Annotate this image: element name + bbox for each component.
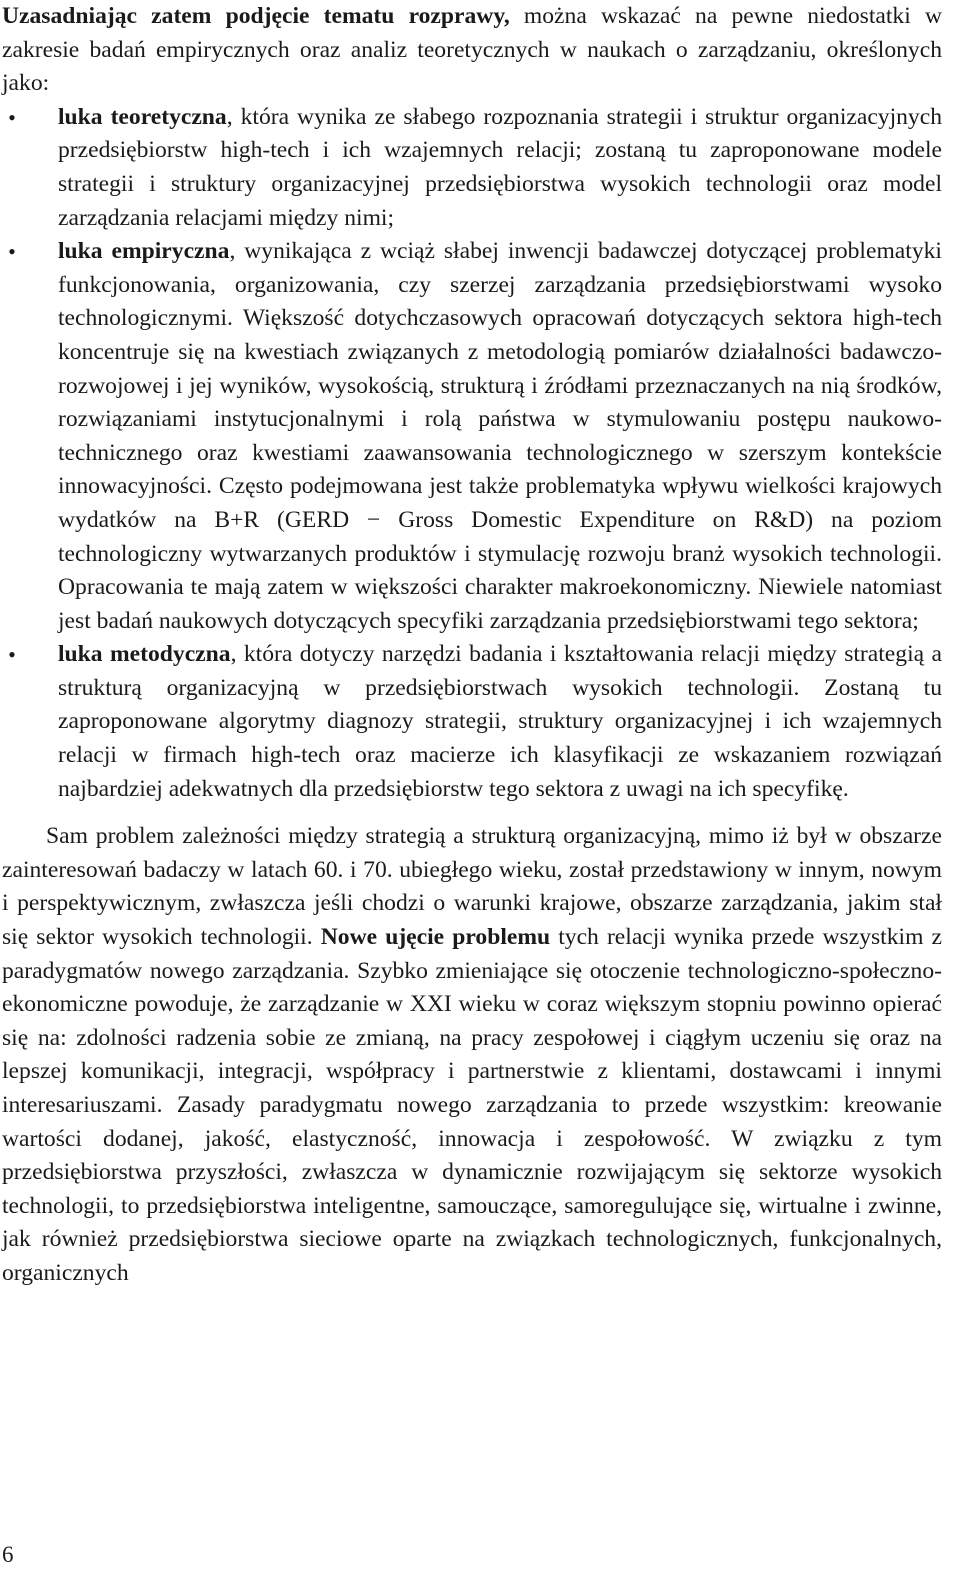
body-bold-phrase: Nowe ujęcie problemu — [320, 924, 551, 951]
list-item-empirical-gap — [2, 235, 942, 638]
intro-paragraph — [2, 0, 942, 101]
list-item-term: luka teoretyczna — [58, 103, 227, 130]
research-gaps-list — [2, 101, 942, 806]
body-text-after: tych relacji wynika przede wszystkim z paradygmatów nowego zarządzania. Szybko zmieniające się otoczenie technologiczno-społeczno-ekonomiczne powoduje, że zarządzanie w XXI wieku w coraz większym stopniu powinno opierać się na: zdolności radzenia sobie ze zmianą, na pracy zespołowej i ciągłym uczeniu się oraz na lepszej komunikacji, integracji, współpracy i partnerstwie z klientami, dostawcami i innymi interesariuszami. Zasady paradygmatu nowego zarządzania to przede wszystkim: kreowanie wartości dodanej, jakość, elastyczność, innowacja i zespołowość. W związku z tym przedsiębiorstwa przyszłości, zwłaszcza w dynamicznie rozwijającym się sektorze wysokich technologii, to przedsiębiorstwa inteligentne, samouczące, samoregulujące się, wirtualne i zwinne, jak również przedsiębiorstwa sieciowe oparte na związkach technologicznych, funkcjonalnych, organicznych — [2, 924, 943, 1286]
body-paragraph — [2, 820, 942, 1290]
bullet-icon: • — [8, 104, 16, 130]
bullet-icon: • — [8, 239, 16, 265]
body-text-before: Sam problem zależności między strategią a strukturą organizacyjną, mimo iż był w obszarze zainteresowań badaczy w latach 60. i 70. ubiegłego wieku, został przedstawiony w innym, nowym i perspektywicznym, zwłaszcza jeśli chodzi o warunki krajowe, obszarze zarządzania, jakim stał się sektor wysokich technologii. — [2, 823, 942, 951]
list-item-text: , która dotyczy narzędzi badania i kształtowania relacji między strategią a strukturą organizacyjną w przedsiębiorstwach wysokich technologii. Zostaną tu zaproponowane algorytmy diagnozy strategii, struktury organizacyjnej i ich wzajemnych relacji w firmach high-tech oraz macierze ich klasyfikacji ze wskazaniem rozwiązań najbardziej adekwatnych dla przedsiębiorstw tego sektora z uwagi na ich specyfikę. — [58, 641, 942, 802]
list-item-text: , która wynika ze słabego rozpoznania strategii i struktur organizacyjnych przedsiębiorstw high-tech i ich wzajemnych relacji; zostaną tu zaproponowane modele strategii i struktury organizacyjnej przedsiębiorstwa wysokich technologii oraz model zarządzania relacjami między nimi; — [58, 103, 943, 231]
page-number: 6 — [2, 1542, 14, 1567]
list-item-text: , wynikająca z wciąż słabej inwencji badawczej dotyczącej problematyki funkcjonowania, organizowania, czy szerzej zarządzania przedsiębiorstwami wysoko technologicznymi. Większość dotychczasowych opracowań dotyczących sektora high-tech koncentruje się na kwestiach związanych z metodologią pomiarów działalności badawczo-rozwojowej i jej wyników, wysokością, strukturą i źródłami przeznaczanych na nią środków, rozwiązaniami instytucjonalnymi i rolą państwa w stymulowaniu postępu naukowo-technicznego oraz kwestiami zaawansowania technologicznego w szerszym kontekście innowacyjności. Często podejmowana jest także problematyka wpływu wielkości krajowych wydatków na B+R (GERD − Gross Domestic Expenditure on R&D) na poziom technologiczny wytwarzanych produktów i stymulację rozwoju branż wysokich technologii. Opracowania te mają zatem w większości charakter makroekonomiczny. Niewiele natomiast jest badań naukowych dotyczących specyfiki zarządzania przedsiębiorstwami tego sektora; — [58, 238, 942, 634]
intro-text: można wskazać na pewne niedostatki w zakresie badań empirycznych oraz analiz teoretycznych w naukach o zarządzaniu, określonych jako: — [2, 3, 942, 97]
bullet-icon: • — [8, 642, 16, 668]
intro-lead-bold: Uzasadniając zatem podjęcie tematu rozprawy, — [2, 3, 510, 29]
list-item-term: luka metodyczna — [58, 641, 231, 668]
list-item-theoretical-gap — [2, 101, 942, 235]
list-item-methodological-gap — [2, 638, 942, 806]
document-page — [2, 0, 942, 1291]
list-item-term: luka empiryczna — [58, 238, 230, 265]
